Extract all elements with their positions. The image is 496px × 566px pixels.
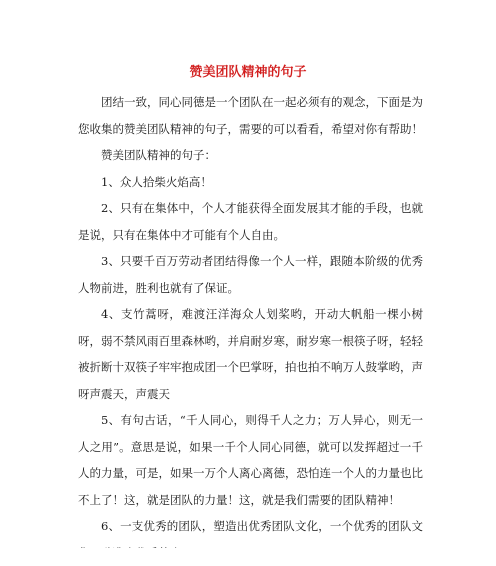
list-item-5: 5、有句古话，“千人同心，则得千人之力；万人异心，则无一人之用”。意思是说，如果一千个人同心同德，就可以发挥超过一千人的力量，可是，如果一万个人离心离德，恐怕连一个人的力量也比不上了！这，就是团队的力量！这，就是我们需要的团队精神！ [78,413,423,507]
document-body [78,89,423,566]
list-item-3: 3、只要千百万劳动者团结得像一个人一样，跟随本阶级的优秀人物前进，胜利也就有了保证。 [78,254,423,295]
intro-paragraph: 团结一致，同心同德是一个团队在一起必须有的观念，下面是为您收集的赞美团队精神的句子，需要的可以看看，希望对你有帮助！ [78,95,423,136]
list-item-6: 6、一支优秀的团队，塑造出优秀团队文化，一个优秀的团队文 [101,519,423,533]
list-item-1: 1、众人拾柴火焰高！ [101,174,212,189]
list-item-2: 2、只有在集体中，个人才能获得全面发展其才能的手段，也就是说，只有在集体中才可能有个人自由。 [78,201,423,242]
list-heading: 赞美团队精神的句子： [101,148,216,162]
document-title: 赞美团队精神的句子 [189,65,307,80]
page-bottom-margin [0,548,496,561]
list-item-4: 4、支竹蒿呀，难渡汪洋海众人划桨哟，开动大帆船一棵小树呀，弱不禁风雨百里森林哟，并肩耐岁寒，耐岁寒一根筷子呀，轻轻被折断十双筷子牢牢抱成团一个巴掌呀，拍也拍不响万人鼓掌哟，声呀声震天，声震天 [78,307,423,401]
